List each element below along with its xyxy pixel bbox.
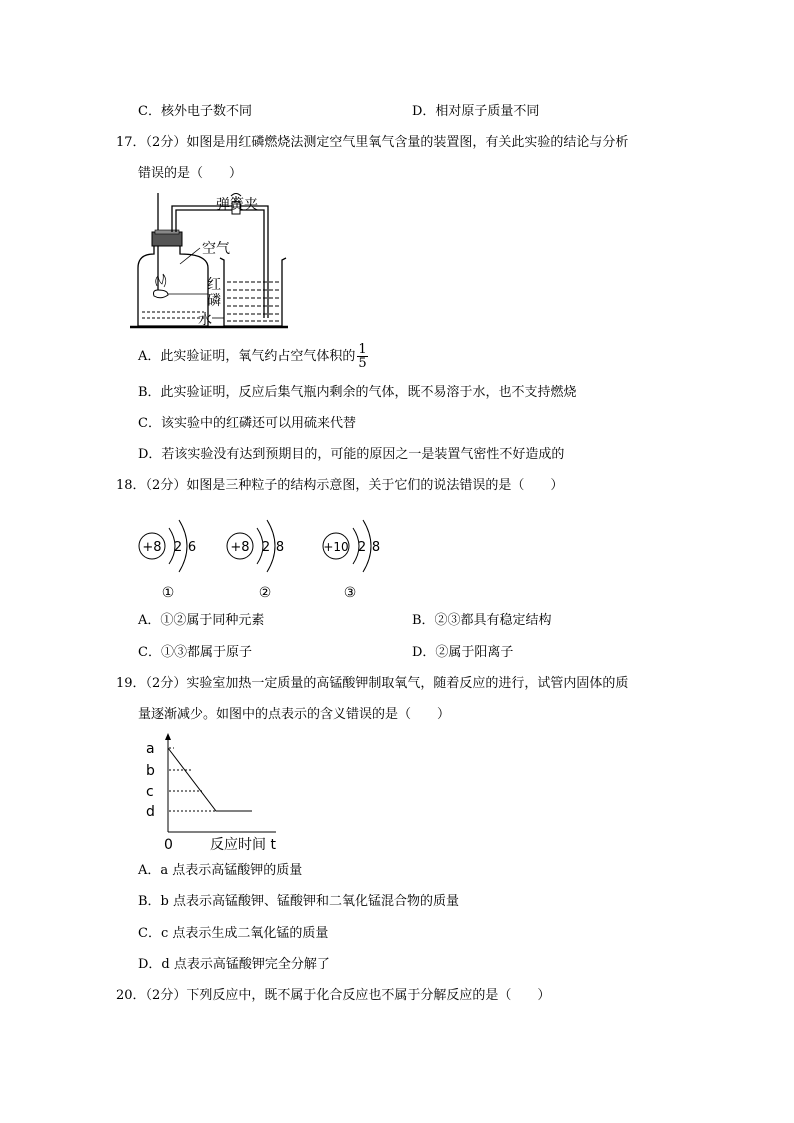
particle-2-shell2: 8 [275, 540, 285, 555]
q17-option-a-text: A．此实验证明，氧气约占空气体积的 [138, 349, 356, 364]
fraction-denominator: 5 [358, 356, 367, 371]
particle-3-nucleus: +10 [323, 540, 349, 554]
particle-2-diagram [227, 520, 284, 601]
y-label-d: d [146, 804, 155, 820]
q18-option-b: B．②③都具有稳定结构 [412, 613, 552, 628]
particle-1-diagram [139, 520, 196, 601]
q17-label-water: 水 [198, 312, 212, 328]
particle-2-nucleus: +8 [230, 540, 250, 555]
q19-mass-time-graph [136, 732, 286, 852]
particle-3-diagram [323, 520, 380, 601]
q17-label-red: 红 [207, 277, 221, 293]
origin-label: 0 [164, 837, 173, 852]
q19-option-b: B．b 点表示高锰酸钾、锰酸钾和二氧化锰混合物的质量 [138, 894, 460, 909]
q19-stem-line1: 19．（2分）实验室加热一定质量的高锰酸钾制取氧气，随着反应的进行，试管内固体的质 [116, 676, 629, 691]
q19-option-d: D．d 点表示高锰酸钾完全分解了 [138, 957, 330, 972]
q17-label-air: 空气 [202, 241, 230, 257]
particle-3-shell1: 2 [357, 540, 367, 555]
q17-label-phosphorus: 磷 [207, 293, 221, 309]
q18-option-c: C．①③都属于原子 [138, 645, 252, 660]
q19-stem-line2: 量逐渐减少。如图中的点表示的含义错误的是（ ） [138, 707, 451, 722]
particle-1-nucleus: +8 [142, 540, 162, 555]
y-axis-arrow-icon [165, 733, 171, 740]
one-fifth-fraction [357, 343, 367, 370]
q17-option-b: B．此实验证明，反应后集气瓶内剩余的气体，既不易溶于水，也不支持燃烧 [138, 385, 577, 400]
q17-stem-line2: 错误的是（ ） [138, 166, 243, 181]
q17-label-clamp: 弹簧夹 [216, 197, 258, 213]
particle-2-shell1: 2 [261, 540, 271, 555]
q17-option-d: D．若该实验没有达到预期目的，可能的原因之一是装置气密性不好造成的 [138, 447, 565, 462]
particle-2-label: ② [258, 585, 272, 601]
q18-stem: 18．（2分）如图是三种粒子的结构示意图，关于它们的说法错误的是（ ） [116, 478, 564, 493]
particle-3-label: ③ [343, 585, 357, 601]
particle-1-shell2: 6 [187, 540, 197, 555]
q20-stem: 20．（2分）下列反应中，既不属于化合反应也不属于分解反应的是（ ） [116, 988, 551, 1003]
x-axis-label: 反应时间 t [210, 837, 276, 852]
particle-1-shell1: 2 [173, 540, 183, 555]
q18-option-a: A．①②属于同种元素 [138, 613, 265, 628]
mass-curve [168, 748, 252, 811]
q19-option-c: C．c 点表示生成二氧化锰的质量 [138, 926, 329, 941]
q17-option-c: C．该实验中的红磷还可以用硫来代替 [138, 416, 356, 431]
q18-option-d: D．②属于阳离子 [412, 645, 514, 660]
q16-option-c: C．核外电子数不同 [138, 104, 252, 119]
q16-option-d: D．相对原子质量不同 [412, 104, 540, 119]
q17-apparatus-figure [128, 190, 298, 332]
particle-3-shell2: 8 [371, 540, 381, 555]
y-label-b: b [146, 763, 155, 779]
fraction-numerator: 1 [358, 342, 367, 357]
y-label-a: a [146, 741, 155, 757]
q17-option-a [138, 340, 368, 374]
q17-stem-line1: 17．（2分）如图是用红磷燃烧法测定空气里氧气含量的装置图，有关此实验的结论与分析 [116, 135, 629, 150]
q19-option-a: A．a 点表示高锰酸钾的质量 [138, 863, 303, 878]
q18-particle-diagrams [132, 508, 392, 604]
y-label-c: c [146, 784, 154, 800]
particle-1-label: ① [161, 585, 175, 601]
